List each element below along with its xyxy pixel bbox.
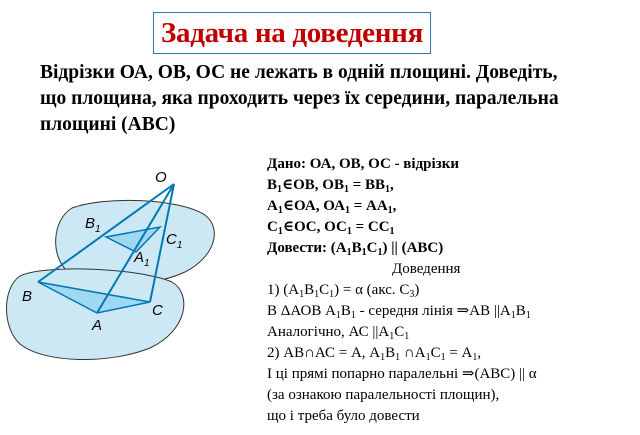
proof-line: (за ознакою паралельності площин), bbox=[267, 387, 500, 403]
proof-line: І ці прямі попарно паралельні ⇒(АВС) || α bbox=[267, 366, 537, 382]
label-o: O bbox=[155, 169, 167, 186]
label-a: A bbox=[92, 317, 103, 334]
given-line: $В_1\in ОВ$, $ОВ_1 = ВВ_1$, bbox=[267, 177, 394, 195]
problem-line: Відрізки ОА, ОВ, ОС не лежать в одній площині. Доведіть, bbox=[40, 62, 558, 83]
given-line: $С_1\in ОС$, $ОС_1 = СС_1$ bbox=[267, 219, 395, 237]
page-title: Задача на доведення bbox=[161, 16, 423, 49]
problem-line: площині (АВС) bbox=[40, 114, 176, 135]
label-a1: $A_1$ bbox=[134, 249, 150, 269]
label-b: B bbox=[22, 288, 33, 305]
prove-line: Довести: $(А_1В_1С_1)$ || (АВС) bbox=[267, 240, 444, 258]
label-c1: $C_1$ bbox=[166, 231, 183, 251]
proof-line: Аналогічно, АС $||А_1С_1$ bbox=[267, 324, 410, 342]
given-line: Дано: ОА, ОВ, ОС - відрізки bbox=[267, 156, 459, 172]
problem-statement bbox=[40, 60, 610, 138]
given-line: $А_1\in ОА$, $ОА_1 = АА_1$, bbox=[267, 198, 397, 216]
proof-line: 1) $(А_1В_1С_1) = \alpha$ (акс. $С_3$) bbox=[267, 282, 420, 300]
solution-block bbox=[267, 154, 637, 427]
label-b1: $B_1$ bbox=[85, 215, 101, 235]
problem-line: що площина, яка проходить через їх середини, паралельна bbox=[40, 88, 559, 109]
label-c: C bbox=[152, 302, 163, 319]
proof-heading: Доведення bbox=[392, 261, 461, 277]
proof-line: що і треба було довести bbox=[267, 408, 420, 424]
proof-line: В ΔАОВ $А_1В_1$ - середня лінія ⇒АВ $||А_1В_1$ bbox=[267, 303, 531, 321]
geometry-figure bbox=[0, 160, 262, 435]
proof-line: 2) АВ∩АС = А, $А_1В_1$ $\cap А_1С_1 = А_1$, bbox=[267, 345, 482, 363]
title-box bbox=[153, 12, 431, 54]
